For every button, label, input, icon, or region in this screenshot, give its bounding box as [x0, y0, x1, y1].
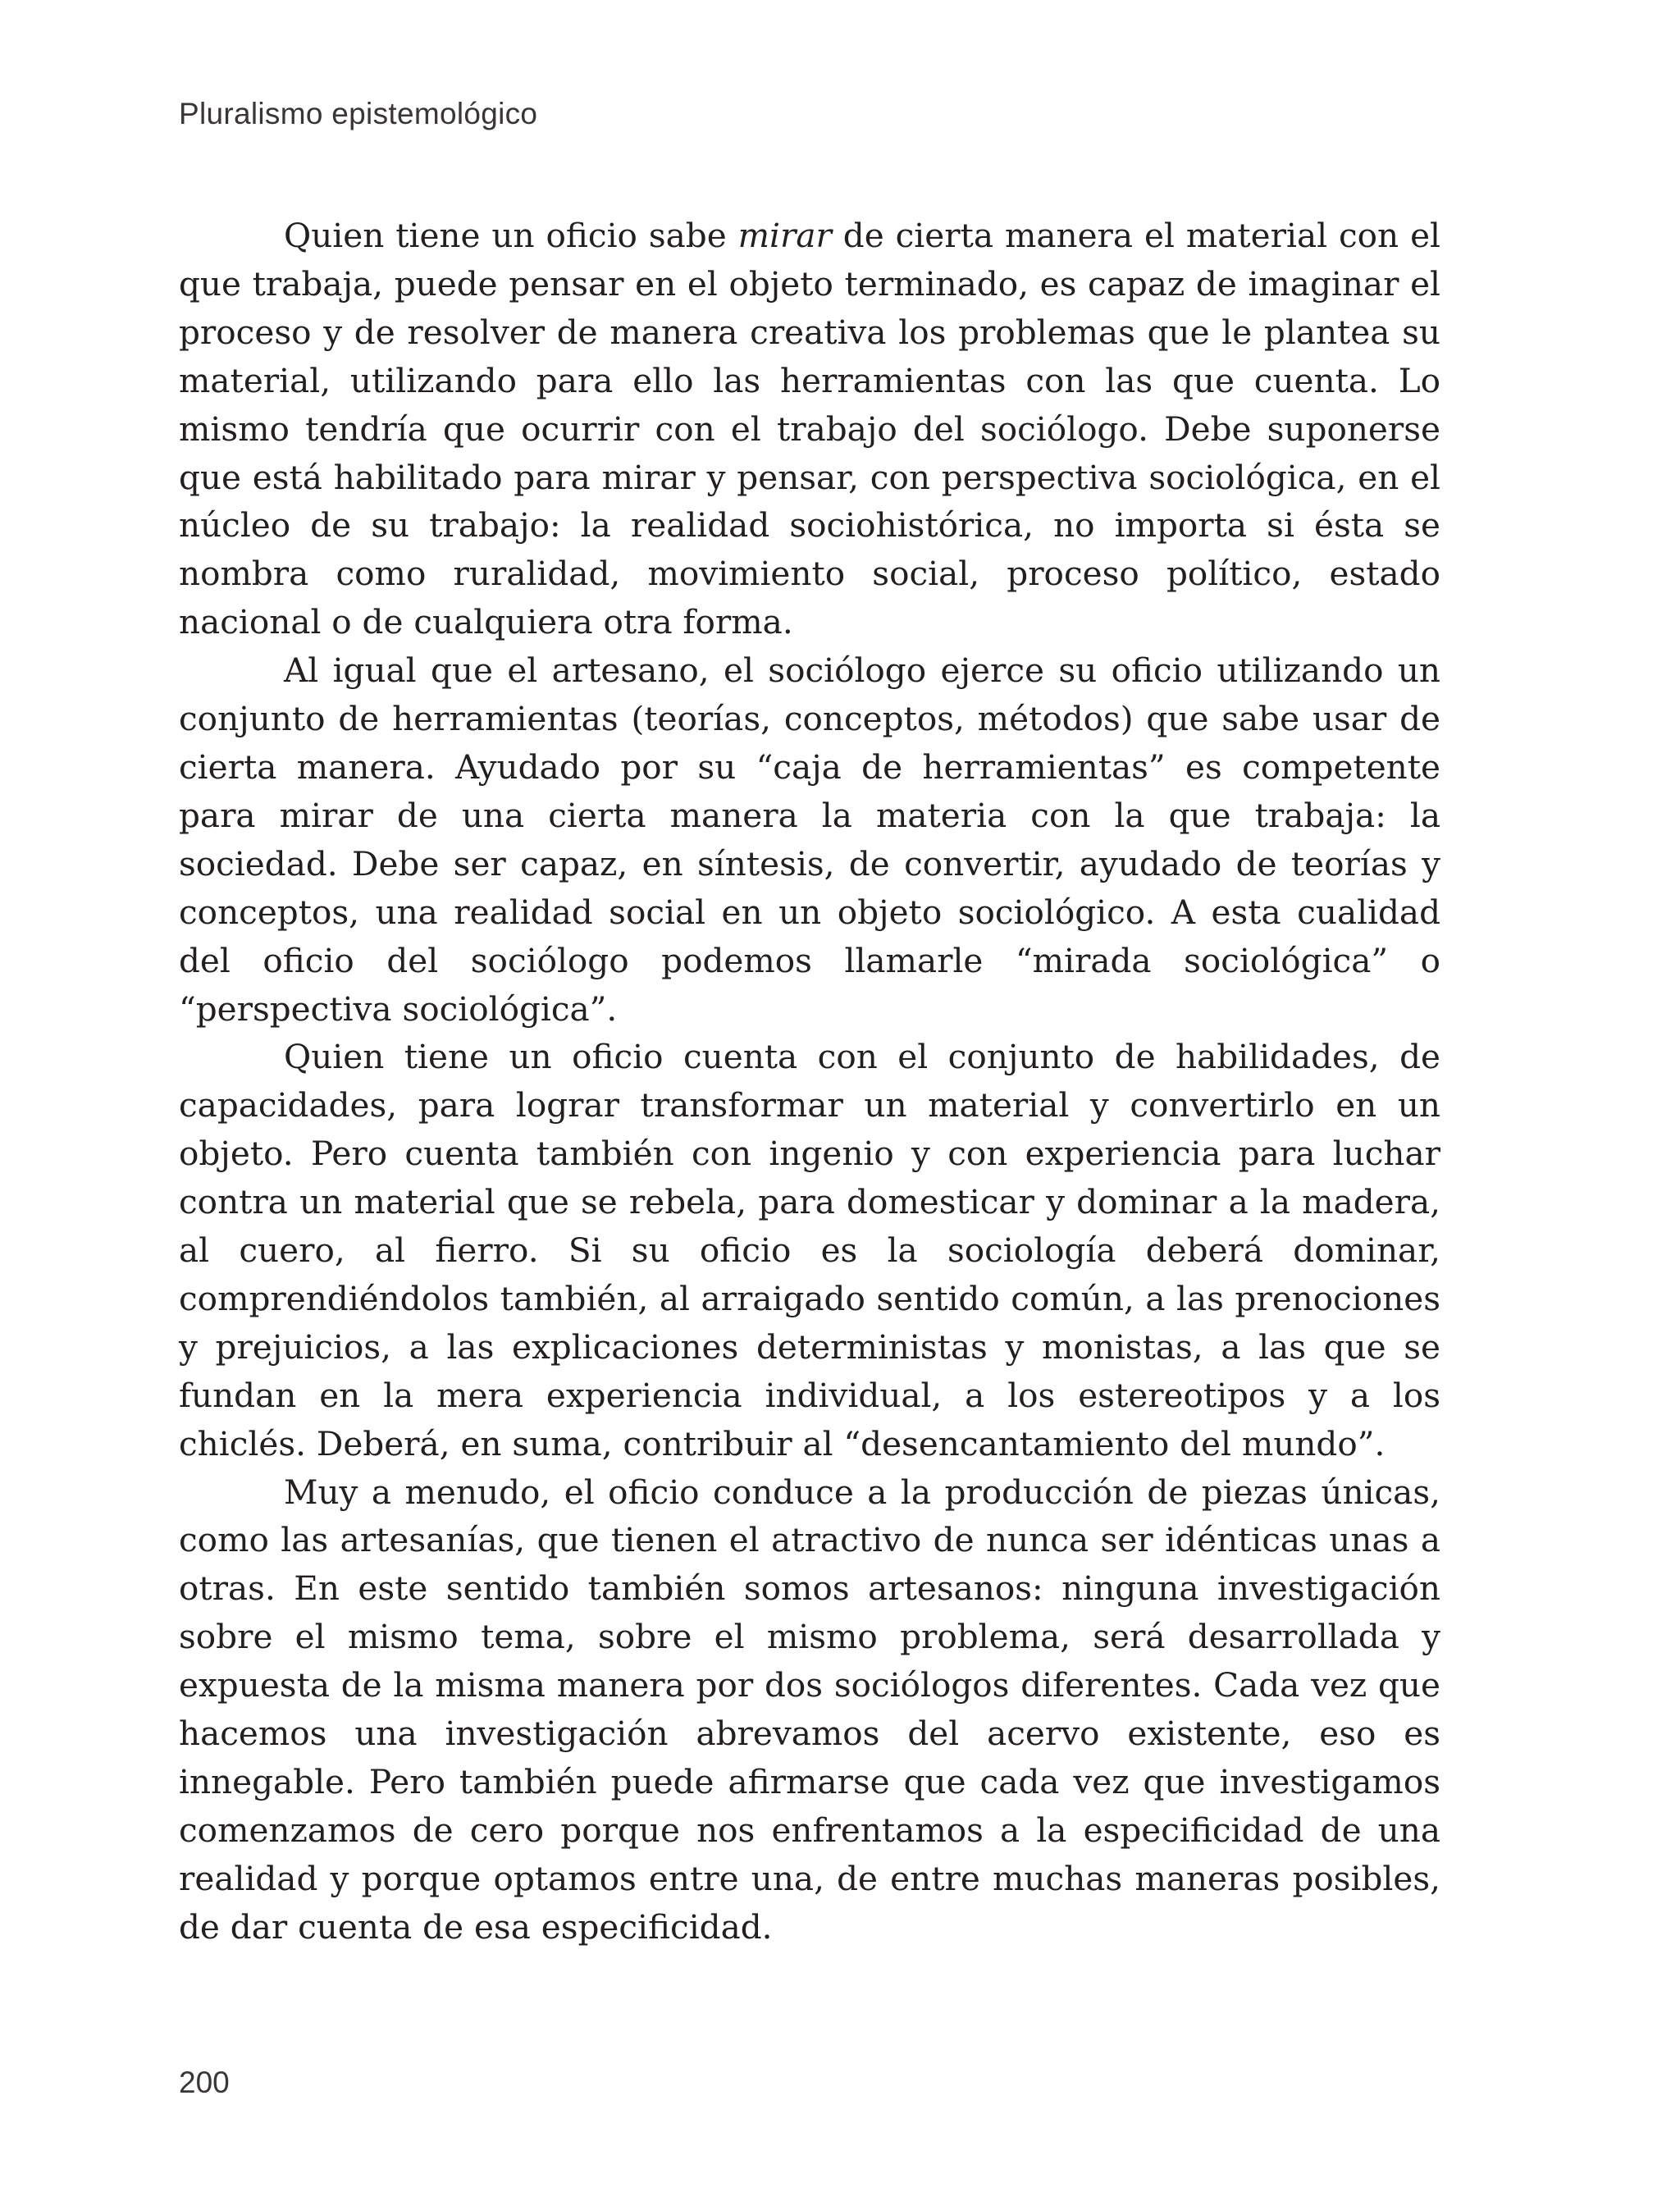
body-text: [179, 212, 1440, 1952]
page-number: 200: [179, 2066, 230, 2099]
running-header: Pluralismo epistemológico: [179, 97, 538, 130]
paragraph-1-rest: de cierta manera el material con el que trabaja, puede pensar en el objeto terminado, es capaz de imaginar el proceso y de resolver de manera creativa los problemas que le plantea su material, utilizando para ello las herramientas con las que cuenta. Lo mismo tendría que ocurrir con el trabajo del sociólogo. Debe suponerse que está habilitado para mirar y pensar, con perspectiva sociológica, en el núcleo de su trabajo: la realidad sociohistórica, no importa si ésta se nombra como ruralidad, movimiento social, proceso político, estado nacional o de cualquiera otra forma.: [179, 216, 1440, 642]
paragraph-1: [179, 212, 1440, 646]
paragraph-4: Muy a menudo, el oficio conduce a la producción de piezas únicas, como las artesanías, que tienen el atractivo de nunca ser idénticas unas a otras. En este sentido también somos artesanos: ninguna investigación sobre el mismo tema, sobre el mismo problema, será desarrollada y expuesta de la misma manera por dos sociólogos diferentes. Cada vez que hacemos una investigación abrevamos del acervo existente, eso es innegable. Pero también puede afirmarse que cada vez que investigamos comenzamos de cero porque nos enfrentamos a la especificidad de una realidad y porque optamos entre una, de entre muchas maneras posibles, de dar cuenta de esa especificidad.: [179, 1472, 1440, 1947]
paragraph-1-lead: Quien tiene un oficio sabe: [284, 216, 738, 255]
paragraph-2: Al igual que el artesano, el sociólogo ejerce su oficio utilizando un conjunto de herramientas (teorías, conceptos, métodos) que sabe usar de cierta manera. Ayudado por su “caja de herramientas” es competente para mirar de una cierta manera la materia con la que trabaja: la sociedad. Debe ser capaz, en síntesis, de convertir, ayudado de teorías y conceptos, una realidad social en un objeto sociológico. A esta cualidad del oficio del sociólogo podemos llamarle “mirada sociológica” o “perspectiva sociológica”.: [179, 651, 1440, 1029]
paragraph-1-emphasis: mirar: [737, 216, 832, 255]
paragraph-3: Quien tiene un oficio cuenta con el conjunto de habilidades, de capacidades, para lograr transformar un material y convertirlo en un objeto. Pero cuenta también con ingenio y con experiencia para luchar contra un material que se rebela, para domesticar y dominar a la madera, al cuero, al fierro. Si su oficio es la sociología deberá dominar, comprendiéndolos también, al arraigado sentido común, a las prenociones y prejuicios, a las explicaciones deterministas y monistas, a las que se fundan en la mera experiencia individual, a los estereotipos y a los chiclés. Deberá, en suma, contribuir al “desencantamiento del mundo”.: [179, 1037, 1440, 1463]
